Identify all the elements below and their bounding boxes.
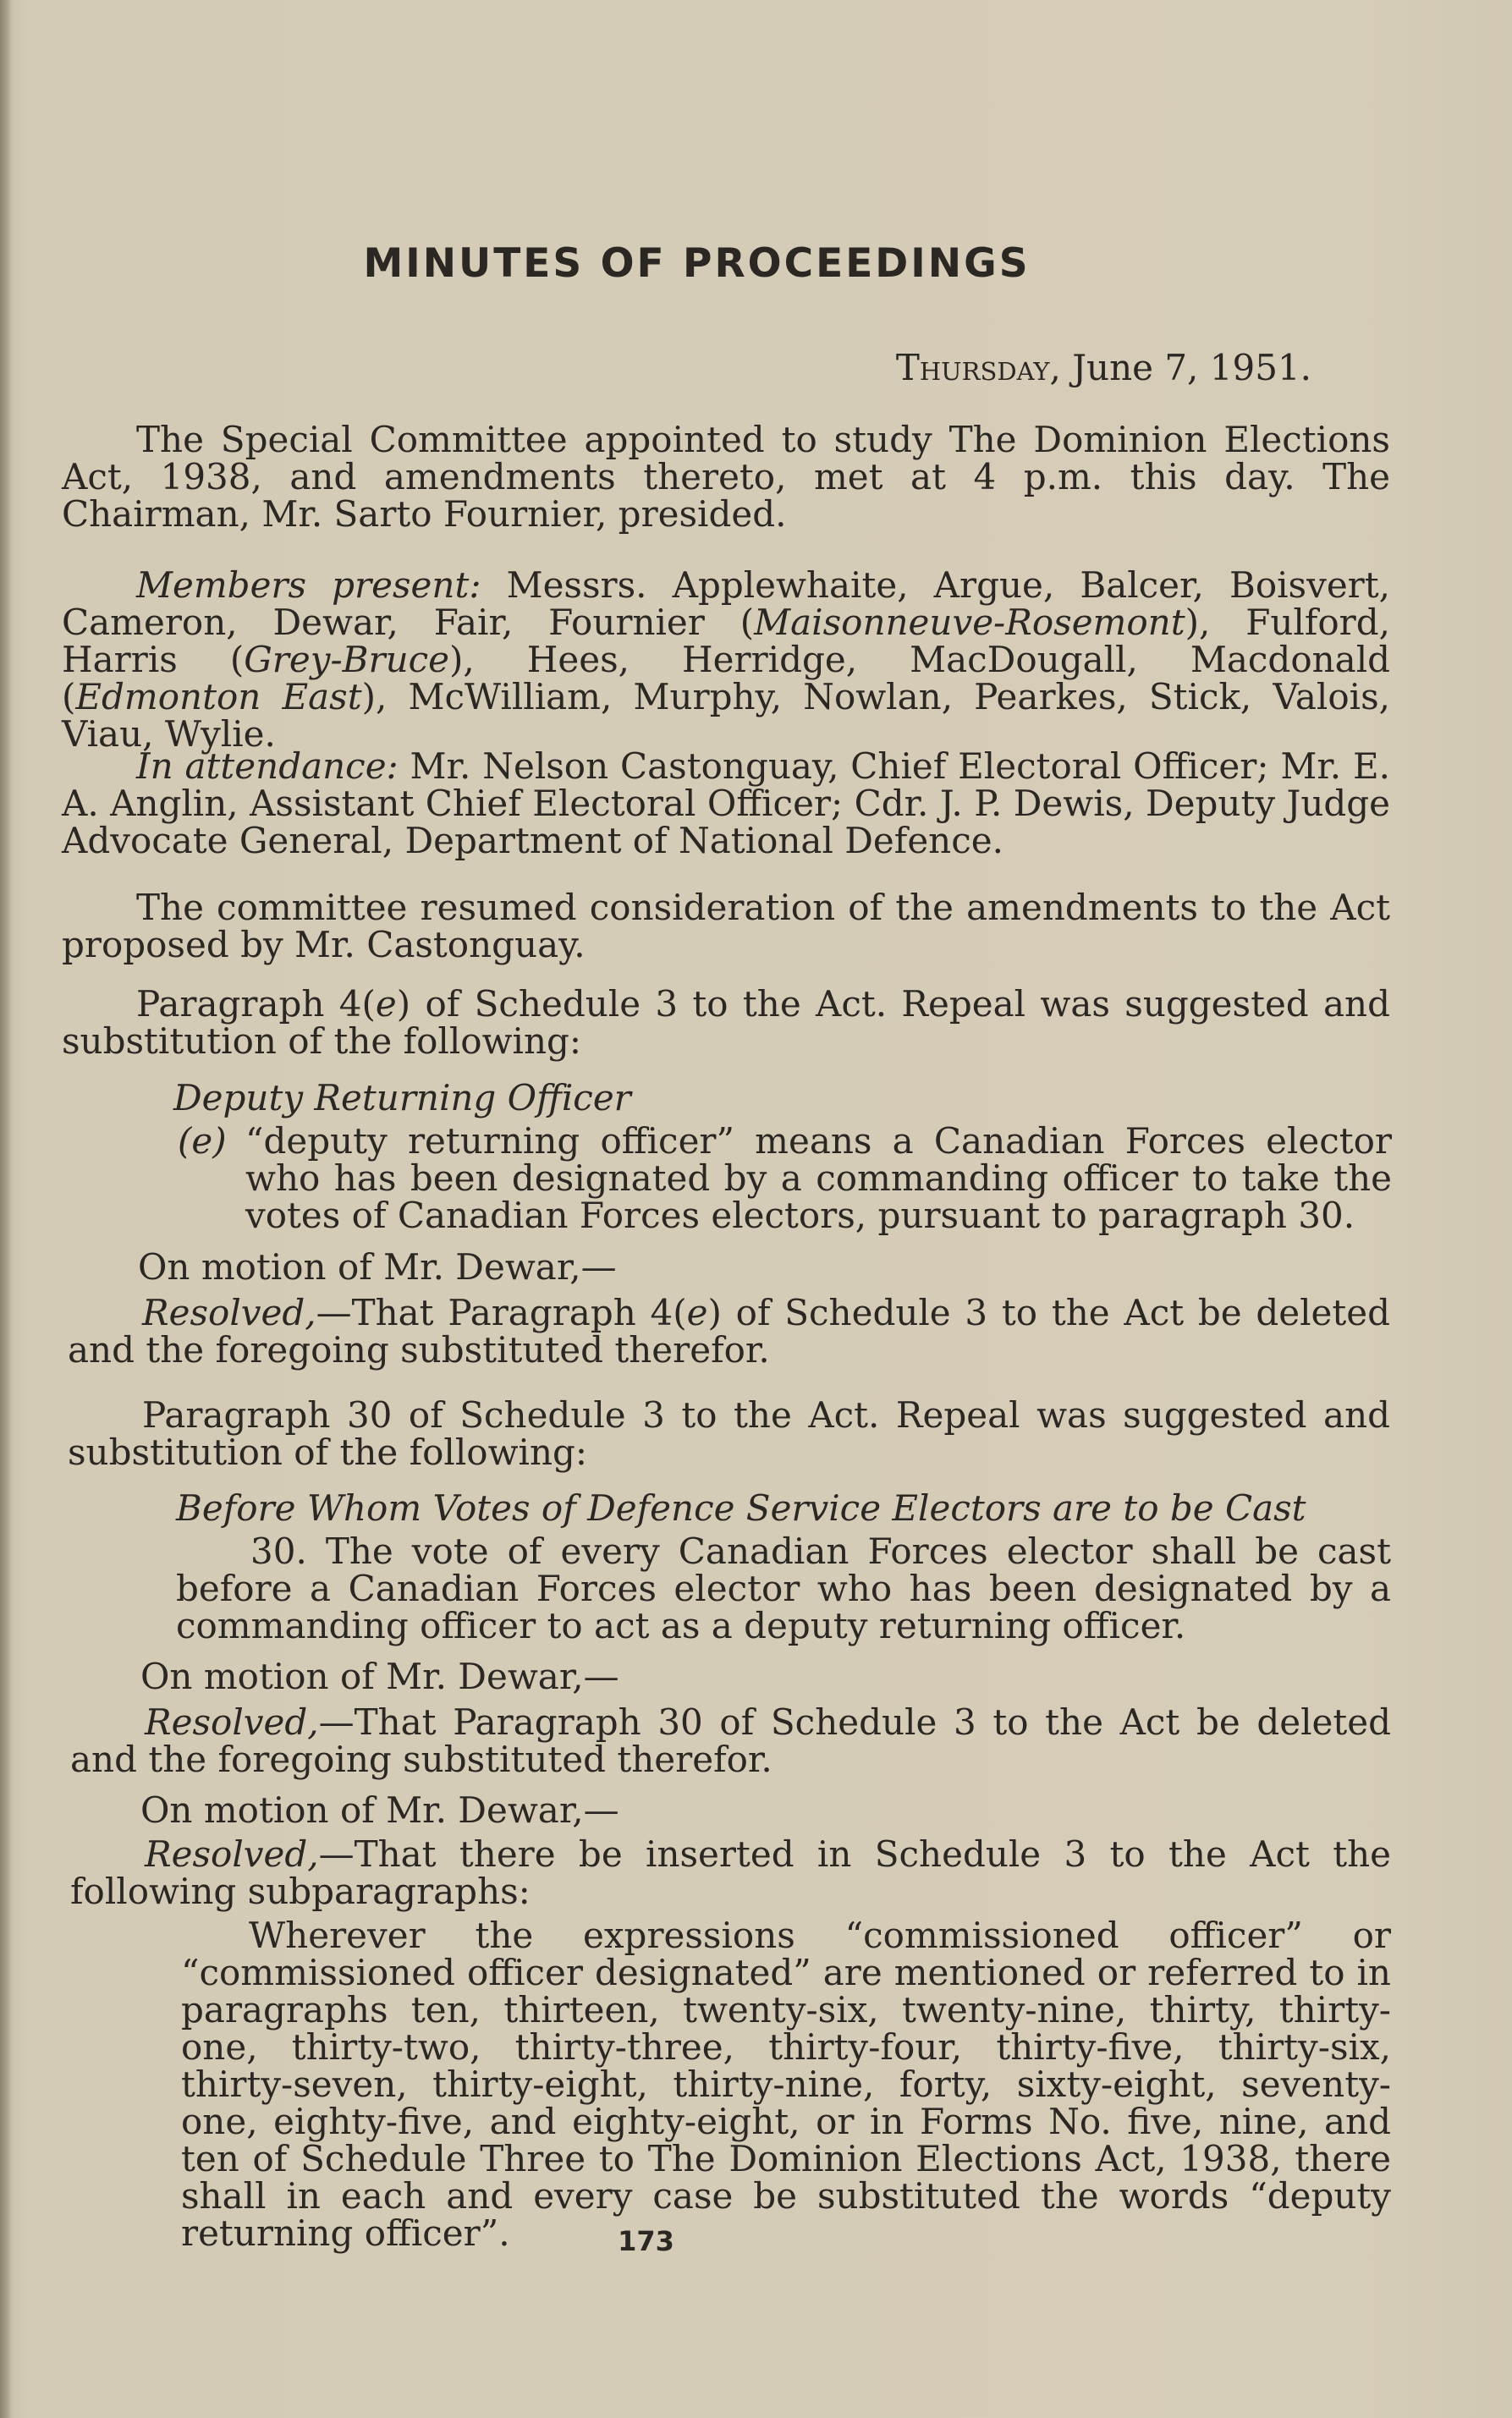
members-text-a: Messrs. Applewhaite, Argue, Balcer, Boisvert, Cameron, Dewar, Fair, Fournier (: [62, 564, 1390, 643]
members-text-d: ), McWilliam, Murphy, Nowlan, Pearkes, Stick, Valois, Viau, Wylie.: [62, 676, 1390, 755]
item-e-definition: “deputy returning officer” means a Canadian Forces elector who has been designated by a commanding officer to take the votes of Canadian Forces electors, pursuant to paragraph 30.: [245, 1120, 1392, 1236]
resolution-2: [70, 1701, 1391, 1780]
meeting-date: [896, 347, 1311, 388]
binding-edge: [0, 0, 12, 2418]
motion-1: On motion of Mr. Dewar,—: [138, 1246, 617, 1288]
res1-text-b: ) of Schedule 3 to the Act be deleted and the foregoing substituted therefor.: [68, 1292, 1390, 1371]
attendance-text: Mr. Nelson Castonguay, Chief Electoral Officer; Mr. E. A. Anglin, Assistant Chief Electoral Officer; Cdr. J. P. Dewis, Deputy Judge Advocate General, Department of National Defence.: [62, 745, 1390, 861]
res1-text-a: —That Paragraph 4(: [316, 1292, 687, 1333]
motion-3: On motion of Mr. Dewar,—: [140, 1789, 619, 1831]
page-number: 173: [618, 2225, 674, 2257]
item-e-marker: (e): [178, 1120, 227, 1162]
res1-letter: e: [686, 1292, 708, 1333]
res3-text: —That there be inserted in Schedule 3 to the Act the following subparagraphs:: [70, 1833, 1391, 1912]
resolution-1: [68, 1294, 1390, 1369]
p5-letter: e: [375, 983, 397, 1025]
resolution-3: [70, 1833, 1391, 1912]
attendance-label: In attendance:: [136, 745, 399, 787]
paragraph-30-text: 30. The vote of every Canadian Forces elector shall be cast before a Canadian Forces elector who has been designated by a commanding officer to act as a deputy returning officer.: [176, 1530, 1391, 1646]
resumed-paragraph: The committee resumed consideration of the amendments to the Act proposed by Mr. Castonguay.: [62, 887, 1390, 965]
p5-text-a: Paragraph 4(: [136, 983, 376, 1025]
item-e-label: [178, 1120, 227, 1162]
resolved-label-3: Resolved,: [145, 1833, 319, 1875]
resolved-label-1: Resolved,: [142, 1292, 316, 1333]
members-present-paragraph: [62, 564, 1391, 755]
date-day: Thursday,: [895, 347, 1061, 388]
page-title: MINUTES OF PROCEEDINGS: [363, 240, 1031, 287]
resolved-label-2: Resolved,: [145, 1701, 319, 1743]
attendance-paragraph: [62, 745, 1390, 861]
paragraph-30-intro: Paragraph 30 of Schedule 3 to the Act. Repeal was suggested and substitution of the following:: [68, 1394, 1390, 1473]
members-label: Members present:: [136, 564, 481, 606]
members-text-b: ), Fulford, Harris (: [62, 602, 1390, 680]
paragraph-4e-intro: [62, 983, 1390, 1062]
opening-paragraph: The Special Committee appointed to study The Dominion Elections Act, 1938, and amendments thereto, met at 4 p.m. this day. The Chairman, Mr. Sarto Fournier, presided.: [62, 419, 1390, 535]
riding-grey-bruce: Grey-Bruce: [244, 639, 450, 680]
riding-edmonton: Edmonton East: [75, 676, 362, 717]
motion-2: On motion of Mr. Dewar,—: [140, 1656, 619, 1697]
subparagraph-text: Wherever the expressions “commissioned officer” or “commissioned officer designated” are mentioned or referred to in paragraphs ten, thirteen, twenty-six, twenty-nine, thirty, thirty-one, thirty-two, thirty-three, thirty-four, thirty-five, thirty-six, thirty-seven, thirty-eight, thirty-nine, forty, sixty-eight, seventy-one, eighty-five, and eighty-eight, or in Forms No. five, nine, and ten of Schedule Three to The Dominion Elections Act, 1938, there shall in each and every case be substituted the words “deputy returning officer”.: [181, 1915, 1391, 2254]
riding-maisonneuve: Maisonneuve-Rosemont: [754, 602, 1185, 643]
heading-deputy-returning-officer: Deputy Returning Officer: [173, 1077, 631, 1118]
date-rest: June 7, 1951.: [1060, 347, 1311, 388]
members-text-c: ), Hees, Herridge, MacDougall, Macdonald (: [62, 639, 1391, 717]
p5-text-b: ) of Schedule 3 to the Act. Repeal was suggested and substitution of the following:: [62, 983, 1390, 1062]
res2-text: —That Paragraph 30 of Schedule 3 to the Act be deleted and the foregoing substituted therefor.: [70, 1701, 1391, 1780]
heading-before-whom: Before Whom Votes of Defence Service Electors are to be Cast: [176, 1487, 1306, 1529]
